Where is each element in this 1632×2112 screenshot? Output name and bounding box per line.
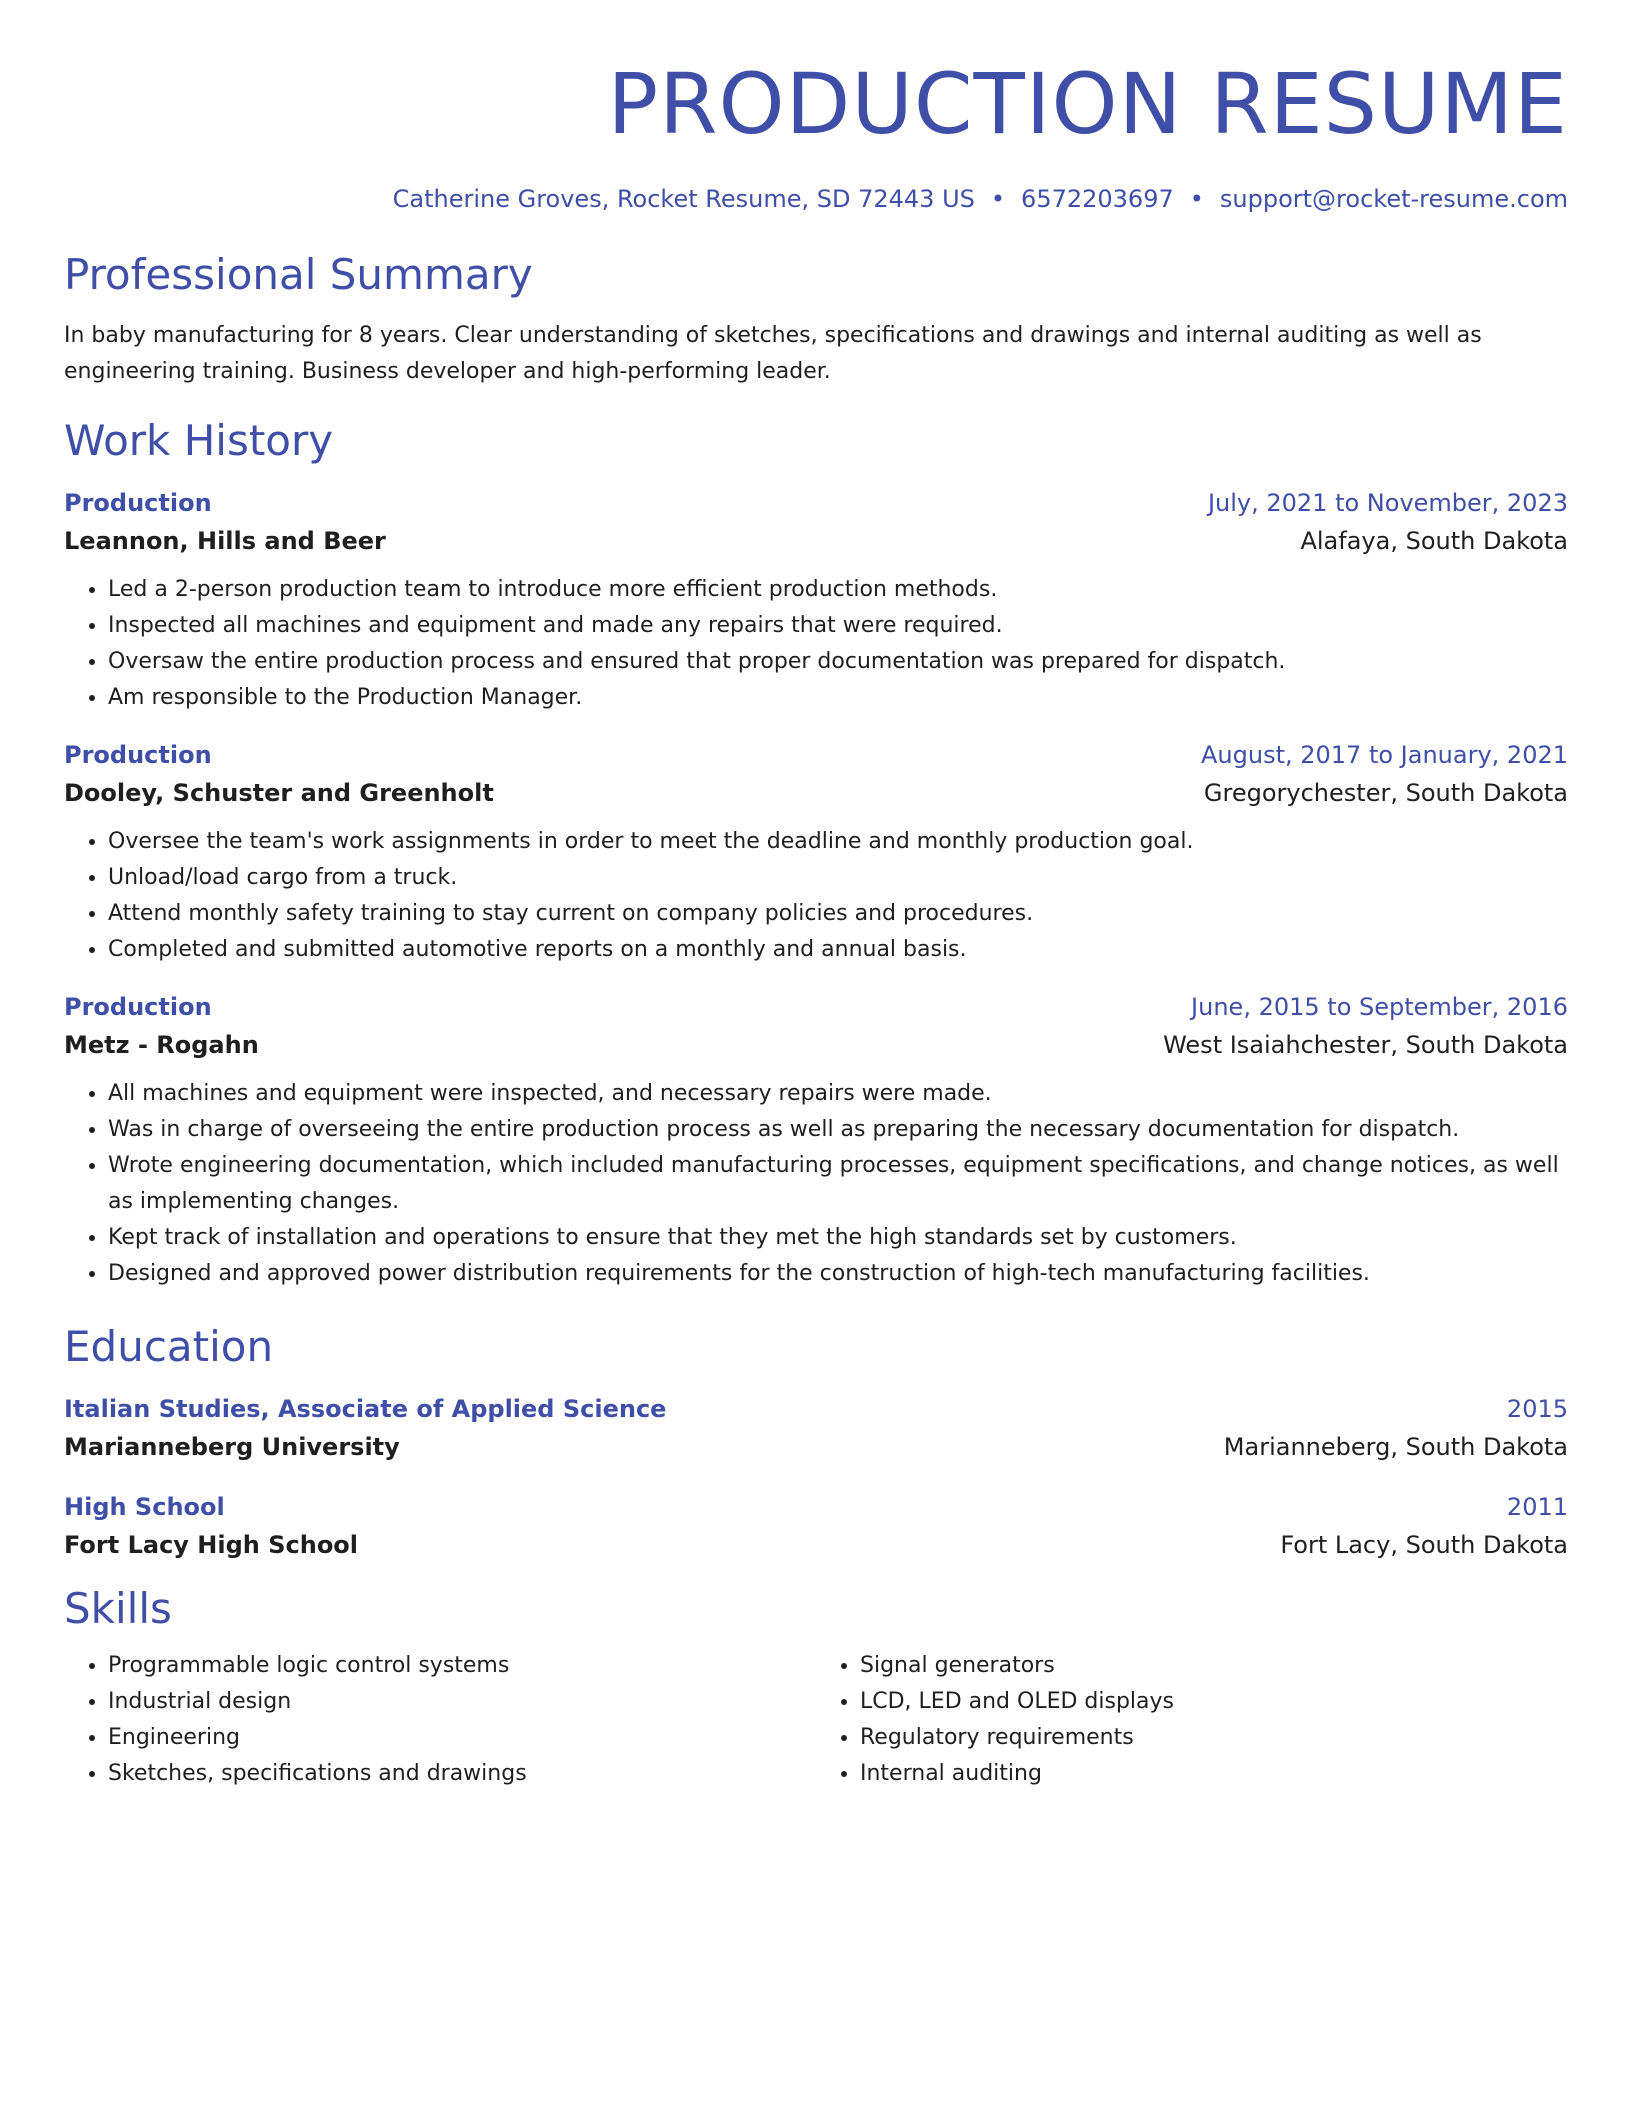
skills-list: [64, 1648, 816, 1792]
job-bullet: • Oversaw the entire production process and ensured that proper documentation was prepared for dispatch.: [108, 644, 1568, 680]
education-school-row: [64, 1432, 1568, 1462]
job-company: Leannon, Hills and Beer: [64, 527, 386, 555]
summary-text: In baby manufacturing for 8 years. Clear understanding of sketches, specifications and drawings and internal auditing as well as engineering training. Business developer and high-performing leader.: [64, 323, 1482, 384]
education-degree: High School: [64, 1493, 225, 1521]
job-bullet: • Inspected all machines and equipment and made any repairs that were required.: [108, 608, 1568, 644]
job-location: Gregorychester, South Dakota: [1203, 779, 1568, 807]
job-company: Dooley, Schuster and Greenholt: [64, 779, 494, 807]
job-bullet: • Designed and approved power distribution requirements for the construction of high-tech manufacturing facilities.: [108, 1256, 1568, 1292]
job-entry: [64, 740, 1568, 968]
summary-section: [64, 250, 1568, 390]
skill-item: • Programmable logic control systems: [108, 1648, 816, 1684]
job-dates: July, 2021 to November, 2023: [1207, 489, 1568, 517]
skill-item: • Engineering: [108, 1720, 816, 1756]
education-degree-row: [64, 1492, 1568, 1522]
job-bullets: [64, 572, 1568, 716]
job-location: West Isaiahchester, South Dakota: [1163, 1031, 1568, 1059]
job-bullet: • All machines and equipment were inspected, and necessary repairs were made.: [108, 1076, 1568, 1112]
education-degree-row: [64, 1394, 1568, 1424]
section-heading-summary: Professional Summary: [64, 250, 533, 299]
job-bullets: [64, 824, 1568, 968]
job-company: Metz - Rogahn: [64, 1031, 259, 1059]
job-bullet: • Kept track of installation and operations to ensure that they met the high standards set by customers.: [108, 1220, 1568, 1256]
education-school: Marianneberg University: [64, 1433, 400, 1461]
skills-grid: [64, 1648, 1568, 1792]
skill-item: • Sketches, specifications and drawings: [108, 1756, 816, 1792]
work-history-section: [64, 416, 1568, 1292]
job-company-row: [64, 778, 1568, 808]
education-school: Fort Lacy High School: [64, 1531, 359, 1559]
resume-header: [64, 56, 1568, 214]
education-year: 2011: [1506, 1493, 1568, 1521]
job-title: Production: [64, 741, 212, 769]
education-year: 2015: [1506, 1395, 1568, 1423]
education-section: [64, 1322, 1568, 1560]
document-title: PRODUCTION RESUME: [607, 55, 1568, 153]
job-dates: June, 2015 to September, 2016: [1191, 993, 1568, 1021]
skills-list: [816, 1648, 1568, 1792]
skill-item: • Industrial design: [108, 1684, 816, 1720]
skills-column-right: [816, 1648, 1568, 1792]
skill-item: • Signal generators: [860, 1648, 1568, 1684]
education-entry: [64, 1492, 1568, 1560]
contact-email[interactable]: support@rocket-resume.com: [1219, 185, 1568, 213]
job-bullet: • Wrote engineering documentation, which included manufacturing processes, equipment specifications, and change notices, as well as implementing changes.: [108, 1148, 1568, 1220]
job-title-row: [64, 740, 1568, 770]
education-location: Marianneberg, South Dakota: [1223, 1433, 1568, 1461]
skills-column-left: [64, 1648, 816, 1792]
education-location: Fort Lacy, South Dakota: [1280, 1531, 1568, 1559]
job-company-row: [64, 526, 1568, 556]
job-bullet: • Am responsible to the Production Manager.: [108, 680, 1568, 716]
education-entry: [64, 1394, 1568, 1462]
job-company-row: [64, 1030, 1568, 1060]
job-title: Production: [64, 489, 212, 517]
section-heading-skills: Skills: [64, 1584, 172, 1633]
job-bullet: • Completed and submitted automotive reports on a monthly and annual basis.: [108, 932, 1568, 968]
skills-section: [64, 1584, 1568, 1792]
job-title-row: [64, 992, 1568, 1022]
job-bullet: • Unload/load cargo from a truck.: [108, 860, 1568, 896]
contact-phone: 6572203697: [1021, 185, 1174, 213]
contact-line: [64, 184, 1568, 214]
job-title-row: [64, 488, 1568, 518]
job-bullet: • Attend monthly safety training to stay current on company policies and procedures.: [108, 896, 1568, 932]
job-title: Production: [64, 993, 212, 1021]
job-entry: [64, 488, 1568, 716]
section-heading-education: Education: [64, 1322, 274, 1371]
contact-separator: •: [990, 185, 1006, 213]
skill-item: • Regulatory requirements: [860, 1720, 1568, 1756]
education-degree: Italian Studies, Associate of Applied Science: [64, 1395, 667, 1423]
contact-address: Catherine Groves, Rocket Resume, SD 72443 US: [392, 185, 975, 213]
job-dates: August, 2017 to January, 2021: [1201, 741, 1568, 769]
education-school-row: [64, 1530, 1568, 1560]
job-bullet: • Was in charge of overseeing the entire production process as well as preparing the necessary documentation for dispatch.: [108, 1112, 1568, 1148]
job-bullet: • Oversee the team's work assignments in order to meet the deadline and monthly production goal.: [108, 824, 1568, 860]
job-entry: [64, 992, 1568, 1292]
skill-item: • Internal auditing: [860, 1756, 1568, 1792]
skill-item: • LCD, LED and OLED displays: [860, 1684, 1568, 1720]
job-location: Alafaya, South Dakota: [1300, 527, 1568, 555]
job-bullets: [64, 1076, 1568, 1292]
contact-separator: •: [1189, 185, 1204, 213]
section-heading-work-history: Work History: [64, 416, 334, 465]
job-bullet: • Led a 2-person production team to introduce more efficient production methods.: [108, 572, 1568, 608]
